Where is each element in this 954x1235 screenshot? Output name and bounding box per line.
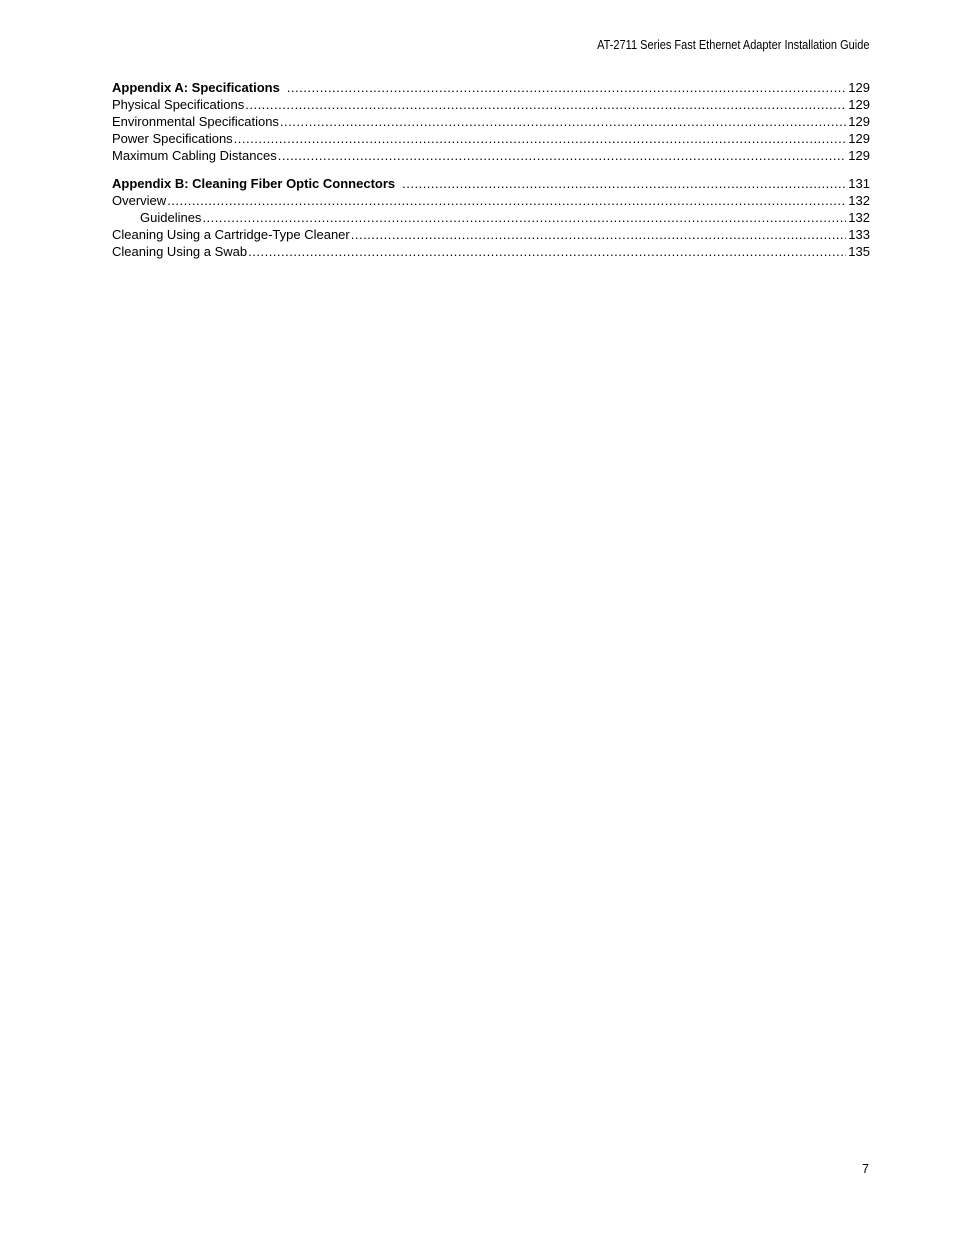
toc-entry-title: Cleaning Using a Swab: [112, 244, 248, 259]
toc-dot-leader: [280, 113, 846, 130]
toc-dot-leader: [167, 192, 846, 209]
toc-entry-title: Environmental Specifications: [112, 114, 279, 129]
toc-entry-page: 135: [848, 244, 870, 259]
running-header: AT-2711 Series Fast Ethernet Adapter Installation Guide: [596, 38, 869, 52]
toc-entry[interactable]: [112, 192, 870, 209]
toc-entry-title: Guidelines: [140, 210, 202, 225]
toc-entry-title: Appendix B: Cleaning Fiber Optic Connectors: [112, 176, 396, 191]
toc-dot-leader: [248, 243, 846, 260]
toc-entry-page: 129: [848, 131, 870, 146]
toc-dot-leader: [245, 96, 846, 113]
toc-entry-page: 129: [848, 80, 870, 95]
toc-entry-page: 133: [848, 227, 870, 242]
toc-entry[interactable]: [112, 147, 870, 164]
toc-dot-leader: [234, 130, 847, 147]
toc-entry[interactable]: [112, 96, 870, 113]
toc-entry[interactable]: [112, 130, 870, 147]
toc-entry-page: 132: [848, 210, 870, 225]
toc-entry-page: 129: [848, 114, 870, 129]
toc-entry-title: Overview: [112, 193, 167, 208]
toc-entry-page: 129: [848, 148, 870, 163]
toc-dot-leader: [287, 79, 846, 96]
toc-entry-page: 131: [848, 176, 870, 191]
toc-entry-title: Cleaning Using a Cartridge-Type Cleaner: [112, 227, 350, 242]
toc-entry-title: Power Specifications: [112, 131, 233, 146]
toc-group-appendix-b: [112, 175, 870, 260]
toc-entry[interactable]: [112, 175, 870, 192]
toc-dot-leader: [278, 147, 847, 164]
toc-entry[interactable]: [112, 79, 870, 96]
toc-entry-title: Maximum Cabling Distances: [112, 148, 277, 163]
table-of-contents: [112, 79, 870, 271]
toc-dot-leader: [351, 226, 847, 243]
toc-entry-title: Physical Specifications: [112, 97, 245, 112]
toc-entry-page: 129: [848, 97, 870, 112]
page-number: 7: [862, 1162, 869, 1176]
toc-dot-leader: [402, 175, 846, 192]
toc-entry-title: Appendix A: Specifications: [112, 80, 280, 95]
toc-group-appendix-a: [112, 79, 870, 164]
toc-dot-leader: [202, 209, 846, 226]
toc-entry-page: 132: [848, 193, 870, 208]
toc-entry[interactable]: [112, 209, 870, 226]
toc-entry[interactable]: [112, 243, 870, 260]
toc-entry[interactable]: [112, 226, 870, 243]
toc-entry[interactable]: [112, 113, 870, 130]
